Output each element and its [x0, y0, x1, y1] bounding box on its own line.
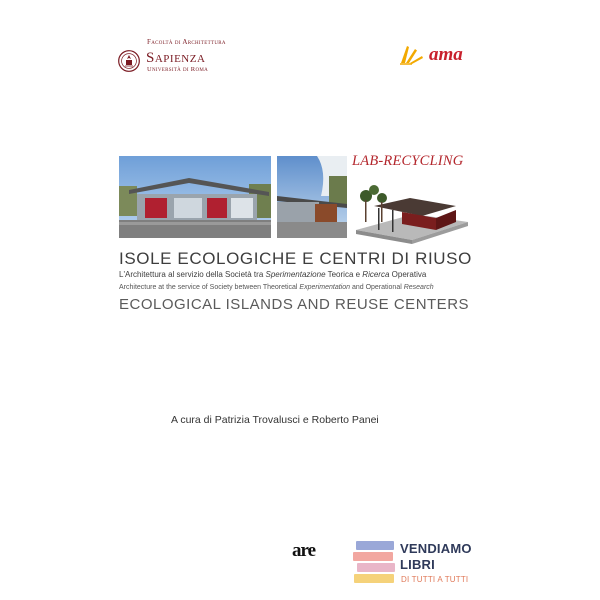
- subtitle-it-text-1: L'Architettura al servizio della Società tra: [119, 270, 266, 279]
- brand-tagline: DI TUTTI A TUTTI: [401, 575, 469, 584]
- subtitle-en-text-1: Architecture at the service of Society between Theoretical: [119, 284, 300, 291]
- ama-hand-icon: [398, 43, 424, 65]
- subtitle-it-text-3: Operativa: [389, 270, 427, 279]
- university-subtitle: Università di Roma: [147, 66, 209, 73]
- subtitle-it-italic-1: Sperimentazione: [265, 270, 326, 279]
- architectural-render: [352, 178, 470, 244]
- sapienza-seal-icon: [118, 50, 140, 72]
- brand-line-2: LIBRI: [400, 557, 435, 572]
- university-name: Sapienza: [146, 50, 206, 66]
- stacked-books-icon: [350, 538, 400, 586]
- title-italian: ISOLE ECOLOGICHE E CENTRI DI RIUSO: [119, 249, 472, 268]
- publisher-logo: are: [292, 540, 316, 561]
- editors-line: A cura di Patrizia Trovalusci e Roberto Panei: [171, 414, 379, 426]
- subtitle-english: [119, 284, 434, 291]
- ama-logo-text: ama: [429, 44, 463, 65]
- subtitle-en-italic-2: Research: [403, 284, 434, 291]
- subtitle-en-italic-1: Experimentation: [299, 284, 351, 291]
- reuse-center-photo: [277, 156, 347, 238]
- title-english: ECOLOGICAL ISLANDS AND REUSE CENTERS: [119, 296, 470, 313]
- subtitle-it-text-2: Teorica e: [325, 270, 363, 279]
- lab-recycling-title: LAB-RECYCLING: [352, 153, 464, 169]
- subtitle-en-text-2: and Operational: [350, 284, 404, 291]
- faculty-label: Facoltà di Architettura: [147, 38, 226, 46]
- subtitle-italian: [119, 270, 426, 279]
- subtitle-it-italic-2: Ricerca: [362, 270, 390, 279]
- ecological-island-photo: [119, 156, 271, 238]
- brand-line-1: VENDIAMO: [400, 541, 472, 556]
